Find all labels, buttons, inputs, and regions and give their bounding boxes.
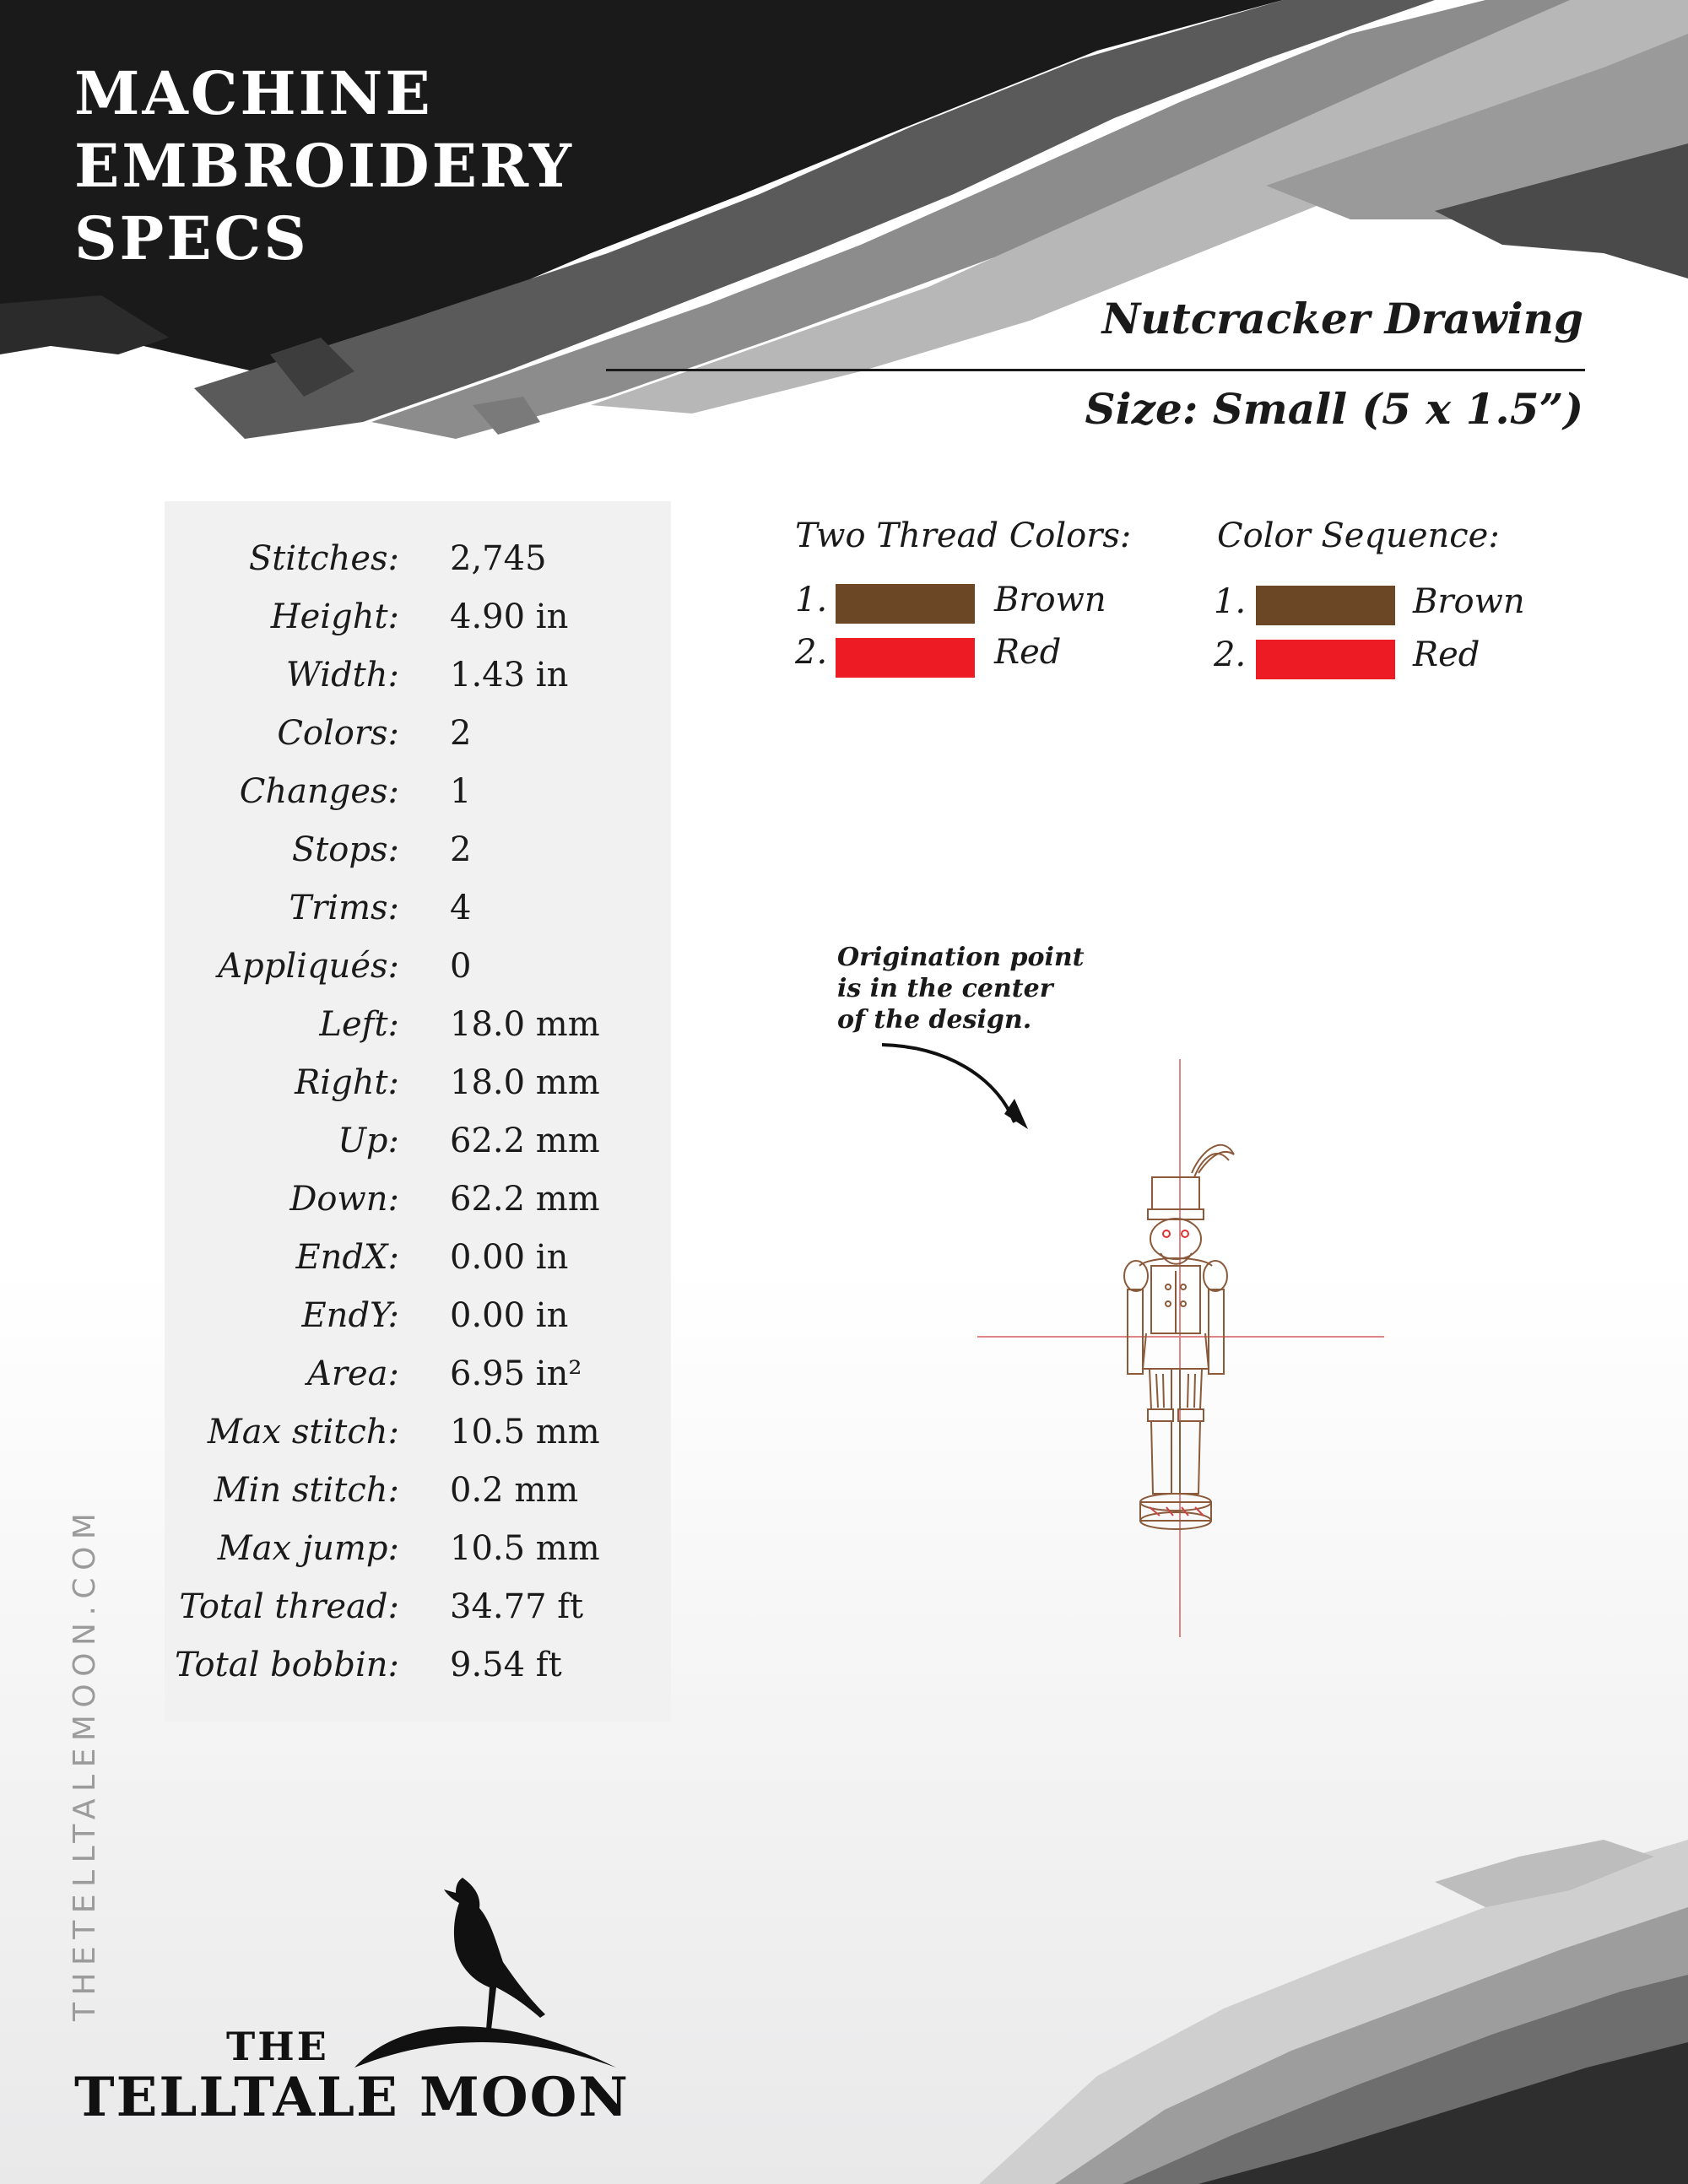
raven-moon-logo-icon: [338, 1869, 641, 2072]
crosshair: [977, 1059, 1384, 1637]
spec-row: [165, 941, 671, 999]
sequence-color-name: Red: [1413, 635, 1480, 674]
spec-value: 1.43 in: [450, 656, 569, 695]
sequence-number: 2.: [1214, 635, 1247, 674]
spec-label: Down:: [289, 1180, 399, 1219]
spec-value: 18.0 mm: [450, 1063, 600, 1102]
spec-value: 2,745: [450, 539, 547, 578]
spec-label: EndY:: [301, 1296, 399, 1335]
spec-label: EndX:: [295, 1238, 399, 1277]
spec-row: [165, 1057, 671, 1116]
spec-value: 9.54 ft: [450, 1646, 562, 1684]
spec-label: Changes:: [239, 772, 399, 811]
spec-value: 2: [450, 714, 472, 753]
spec-row: [165, 999, 671, 1057]
thread-color-number: 1.: [795, 581, 828, 619]
thread-color-swatch: [836, 584, 975, 624]
spec-row: [165, 533, 671, 592]
spec-label: Max stitch:: [207, 1413, 399, 1451]
spec-row: [165, 592, 671, 650]
origination-note-line: Origination point: [837, 943, 1085, 972]
spec-value: 0.00 in: [450, 1296, 569, 1335]
spec-label: Colors:: [277, 714, 399, 753]
spec-label: Stops:: [291, 830, 399, 869]
spec-value: 0.2 mm: [450, 1471, 579, 1510]
sequence-number: 1.: [1214, 582, 1247, 621]
spec-value: 62.2 mm: [450, 1122, 600, 1160]
thread-color-swatch: [836, 638, 975, 678]
design-size: Size: Small (5 x 1.5”): [1085, 384, 1583, 434]
spec-value: 18.0 mm: [450, 1005, 600, 1044]
spec-row: [165, 1640, 671, 1698]
spec-row: [165, 766, 671, 824]
spec-label: Stitches:: [248, 539, 399, 578]
spec-label: Min stitch:: [214, 1471, 399, 1510]
spec-label: Max jump:: [217, 1529, 399, 1568]
sequence-color-name: Brown: [1413, 582, 1525, 621]
spec-label: Width:: [285, 656, 399, 695]
spec-row: [165, 650, 671, 708]
spec-value: 1: [450, 772, 472, 811]
logo-the-text: THE: [226, 2024, 329, 2069]
spec-row: [165, 1232, 671, 1290]
sequence-swatch: [1256, 586, 1395, 625]
spec-row: [165, 1116, 671, 1174]
spec-label: Trims:: [289, 889, 399, 927]
spec-label: Area:: [306, 1354, 399, 1393]
title-divider: [606, 369, 1585, 371]
spec-row: [165, 1407, 671, 1465]
spec-row: [165, 1523, 671, 1581]
spec-row: [165, 1465, 671, 1523]
origination-note-line: is in the center: [837, 974, 1053, 1003]
color-sequence-heading: Color Sequence:: [1217, 516, 1500, 555]
header-title-line: EMBROIDERY: [74, 131, 574, 201]
origination-note: [837, 942, 1085, 1035]
side-website-url: THETELLTALEMOON.COM: [68, 1506, 102, 2021]
spec-value: 0: [450, 947, 472, 986]
thread-colors-heading: Two Thread Colors:: [795, 516, 1132, 555]
header-title-line: MACHINE: [74, 58, 433, 128]
spec-row: [165, 1290, 671, 1349]
logo-name-text: TELLTALE MOON: [74, 2066, 630, 2129]
spec-value: 4: [450, 889, 472, 927]
spec-label: Total bobbin:: [174, 1646, 399, 1684]
spec-value: 10.5 mm: [450, 1413, 600, 1451]
sequence-swatch: [1256, 640, 1395, 679]
spec-label: Total thread:: [179, 1587, 399, 1626]
spec-label: Appliqués:: [218, 947, 399, 986]
spec-row: [165, 1174, 671, 1232]
spec-row: [165, 1581, 671, 1640]
spec-row: [165, 708, 671, 766]
header-title: [74, 57, 574, 275]
design-name: Nutcracker Drawing: [1101, 294, 1583, 343]
spec-panel: [165, 501, 671, 1722]
origination-note-line: of the design.: [837, 1005, 1032, 1035]
spec-row: [165, 824, 671, 883]
spec-row: [165, 1349, 671, 1407]
spec-value: 62.2 mm: [450, 1180, 600, 1219]
spec-value: 4.90 in: [450, 597, 569, 636]
spec-value: 6.95 in²: [450, 1354, 582, 1393]
spec-value: 10.5 mm: [450, 1529, 600, 1568]
spec-label: Left:: [319, 1005, 399, 1044]
spec-label: Height:: [270, 597, 399, 636]
spec-value: 34.77 ft: [450, 1587, 584, 1626]
thread-color-number: 2.: [795, 633, 828, 672]
header-title-line: SPECS: [74, 203, 309, 273]
spec-value: 0.00 in: [450, 1238, 569, 1277]
spec-value: 2: [450, 830, 472, 869]
spec-label: Up:: [338, 1122, 399, 1160]
nutcracker-design-preview: [971, 1055, 1393, 1646]
thread-color-name: Red: [994, 633, 1062, 672]
spec-row: [165, 883, 671, 941]
thread-color-name: Brown: [994, 581, 1106, 619]
spec-label: Right:: [295, 1063, 399, 1102]
